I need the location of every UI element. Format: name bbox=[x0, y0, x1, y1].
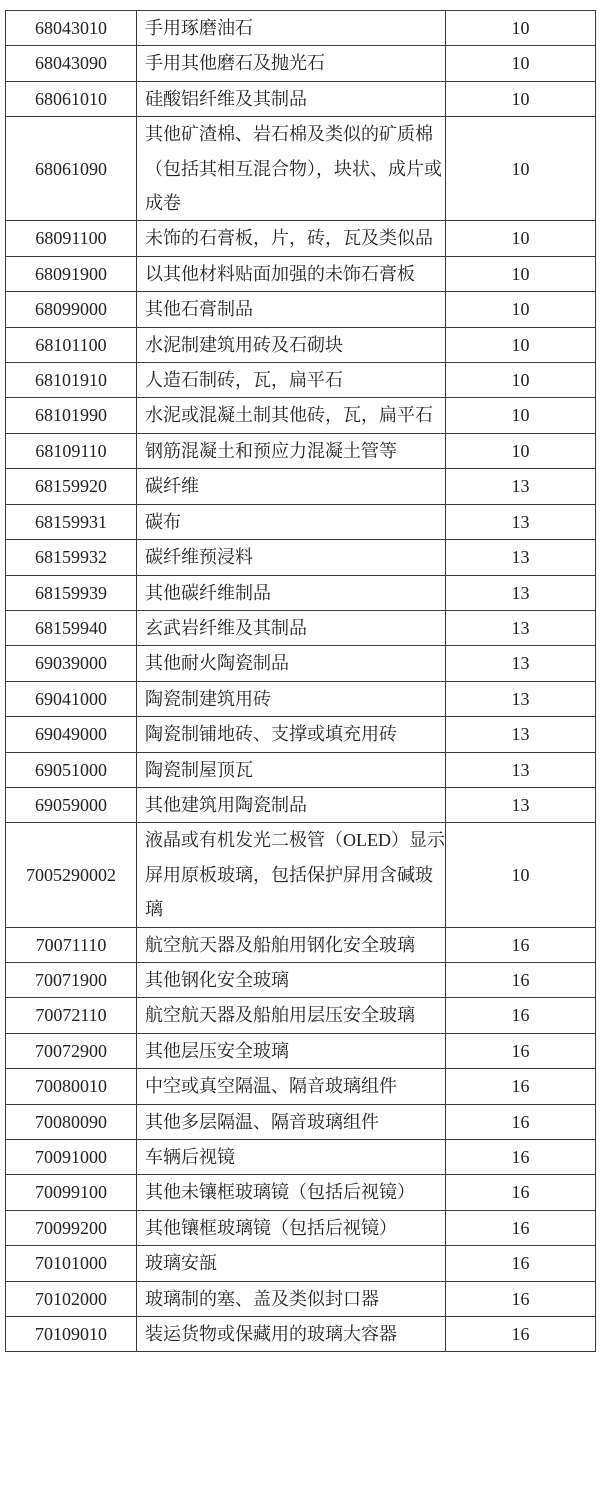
description-cell: 未饰的石膏板，片，砖，瓦及类似品 bbox=[137, 221, 446, 256]
rate-cell: 16 bbox=[446, 1069, 596, 1104]
code-cell: 68091100 bbox=[6, 221, 137, 256]
code-cell: 70071110 bbox=[6, 927, 137, 962]
rate-cell: 13 bbox=[446, 575, 596, 610]
description-cell: 陶瓷制屋顶瓦 bbox=[137, 752, 446, 787]
code-cell: 70072110 bbox=[6, 998, 137, 1033]
code-cell: 70099200 bbox=[6, 1210, 137, 1245]
table-row bbox=[6, 752, 596, 787]
table-row bbox=[6, 363, 596, 398]
rate-cell: 10 bbox=[446, 11, 596, 46]
description-cell: 以其他材料贴面加强的未饰石膏板 bbox=[137, 256, 446, 291]
table-row bbox=[6, 398, 596, 433]
description-cell: 其他耐火陶瓷制品 bbox=[137, 646, 446, 681]
code-cell: 69039000 bbox=[6, 646, 137, 681]
description-cell: 其他镶框玻璃镜（包括后视镜） bbox=[137, 1210, 446, 1245]
description-cell: 其他建筑用陶瓷制品 bbox=[137, 787, 446, 822]
rate-cell: 13 bbox=[446, 646, 596, 681]
code-cell: 69059000 bbox=[6, 787, 137, 822]
table-row bbox=[6, 1033, 596, 1068]
rate-cell: 13 bbox=[446, 540, 596, 575]
code-cell: 68101100 bbox=[6, 327, 137, 362]
rate-cell: 16 bbox=[446, 962, 596, 997]
description-cell: 碳布 bbox=[137, 504, 446, 539]
rate-cell: 13 bbox=[446, 752, 596, 787]
code-cell: 70101000 bbox=[6, 1246, 137, 1281]
code-cell: 70072900 bbox=[6, 1033, 137, 1068]
table-row bbox=[6, 433, 596, 468]
code-cell: 68091900 bbox=[6, 256, 137, 291]
description-cell: 水泥或混凝土制其他砖，瓦，扁平石 bbox=[137, 398, 446, 433]
code-cell: 68101910 bbox=[6, 363, 137, 398]
description-cell: 陶瓷制铺地砖、支撑或填充用砖 bbox=[137, 717, 446, 752]
table-row bbox=[6, 540, 596, 575]
code-cell: 7005290002 bbox=[6, 823, 137, 927]
rate-cell: 16 bbox=[446, 1140, 596, 1175]
rate-cell: 16 bbox=[446, 1104, 596, 1139]
code-cell: 70080090 bbox=[6, 1104, 137, 1139]
table-row bbox=[6, 11, 596, 46]
description-cell: 硅酸铝纤维及其制品 bbox=[137, 81, 446, 116]
description-cell: 航空航天器及船舶用钢化安全玻璃 bbox=[137, 927, 446, 962]
code-cell: 68043010 bbox=[6, 11, 137, 46]
table-row bbox=[6, 1246, 596, 1281]
code-cell: 70099100 bbox=[6, 1175, 137, 1210]
table-row bbox=[6, 117, 596, 221]
table-row bbox=[6, 1069, 596, 1104]
rate-cell: 16 bbox=[446, 1175, 596, 1210]
rate-cell: 10 bbox=[446, 398, 596, 433]
description-cell: 钢筋混凝土和预应力混凝土管等 bbox=[137, 433, 446, 468]
rate-cell: 10 bbox=[446, 256, 596, 291]
rate-cell: 16 bbox=[446, 927, 596, 962]
rate-cell: 10 bbox=[446, 46, 596, 81]
code-cell: 70080010 bbox=[6, 1069, 137, 1104]
code-cell: 68061090 bbox=[6, 117, 137, 221]
table-row bbox=[6, 681, 596, 716]
description-cell: 碳纤维预浸料 bbox=[137, 540, 446, 575]
description-cell: 玄武岩纤维及其制品 bbox=[137, 610, 446, 645]
description-cell: 其他石膏制品 bbox=[137, 292, 446, 327]
table-body bbox=[6, 11, 596, 1352]
description-cell: 手用琢磨油石 bbox=[137, 11, 446, 46]
table-row bbox=[6, 575, 596, 610]
table-row bbox=[6, 1210, 596, 1245]
tariff-table bbox=[5, 10, 596, 1352]
description-cell: 车辆后视镜 bbox=[137, 1140, 446, 1175]
rate-cell: 13 bbox=[446, 681, 596, 716]
rate-cell: 16 bbox=[446, 1033, 596, 1068]
table-row bbox=[6, 717, 596, 752]
rate-cell: 10 bbox=[446, 81, 596, 116]
rate-cell: 16 bbox=[446, 1210, 596, 1245]
code-cell: 69041000 bbox=[6, 681, 137, 716]
rate-cell: 10 bbox=[446, 327, 596, 362]
code-cell: 68099000 bbox=[6, 292, 137, 327]
table-row bbox=[6, 221, 596, 256]
code-cell: 70109010 bbox=[6, 1317, 137, 1352]
table-row bbox=[6, 998, 596, 1033]
table-row bbox=[6, 927, 596, 962]
description-cell: 其他层压安全玻璃 bbox=[137, 1033, 446, 1068]
table-row bbox=[6, 787, 596, 822]
table-row bbox=[6, 504, 596, 539]
table-row bbox=[6, 1104, 596, 1139]
rate-cell: 13 bbox=[446, 787, 596, 822]
description-cell: 其他未镶框玻璃镜（包括后视镜） bbox=[137, 1175, 446, 1210]
description-cell: 其他多层隔温、隔音玻璃组件 bbox=[137, 1104, 446, 1139]
table-row bbox=[6, 610, 596, 645]
table-row bbox=[6, 292, 596, 327]
description-cell: 中空或真空隔温、隔音玻璃组件 bbox=[137, 1069, 446, 1104]
rate-cell: 10 bbox=[446, 363, 596, 398]
code-cell: 68061010 bbox=[6, 81, 137, 116]
code-cell: 69049000 bbox=[6, 717, 137, 752]
code-cell: 68159920 bbox=[6, 469, 137, 504]
code-cell: 70102000 bbox=[6, 1281, 137, 1316]
code-cell: 69051000 bbox=[6, 752, 137, 787]
code-cell: 68159939 bbox=[6, 575, 137, 610]
rate-cell: 16 bbox=[446, 1246, 596, 1281]
table-row bbox=[6, 327, 596, 362]
rate-cell: 10 bbox=[446, 823, 596, 927]
rate-cell: 10 bbox=[446, 292, 596, 327]
description-cell: 陶瓷制建筑用砖 bbox=[137, 681, 446, 716]
code-cell: 68109110 bbox=[6, 433, 137, 468]
description-cell: 液晶或有机发光二极管（OLED）显示屏用原板玻璃，包括保护屏用含碱玻璃 bbox=[137, 823, 446, 927]
table-row bbox=[6, 962, 596, 997]
table-row bbox=[6, 1140, 596, 1175]
rate-cell: 10 bbox=[446, 221, 596, 256]
code-cell: 68043090 bbox=[6, 46, 137, 81]
code-cell: 70091000 bbox=[6, 1140, 137, 1175]
rate-cell: 16 bbox=[446, 1281, 596, 1316]
rate-cell: 10 bbox=[446, 117, 596, 221]
table-row bbox=[6, 1281, 596, 1316]
code-cell: 70071900 bbox=[6, 962, 137, 997]
rate-cell: 16 bbox=[446, 1317, 596, 1352]
description-cell: 其他钢化安全玻璃 bbox=[137, 962, 446, 997]
table-row bbox=[6, 646, 596, 681]
code-cell: 68159931 bbox=[6, 504, 137, 539]
rate-cell: 13 bbox=[446, 504, 596, 539]
table-row bbox=[6, 256, 596, 291]
table-row bbox=[6, 823, 596, 927]
rate-cell: 16 bbox=[446, 998, 596, 1033]
table-row bbox=[6, 1317, 596, 1352]
description-cell: 玻璃安瓿 bbox=[137, 1246, 446, 1281]
code-cell: 68159932 bbox=[6, 540, 137, 575]
rate-cell: 13 bbox=[446, 717, 596, 752]
table-row bbox=[6, 81, 596, 116]
table-row bbox=[6, 1175, 596, 1210]
code-cell: 68159940 bbox=[6, 610, 137, 645]
description-cell: 人造石制砖，瓦，扁平石 bbox=[137, 363, 446, 398]
description-cell: 碳纤维 bbox=[137, 469, 446, 504]
description-cell: 其他碳纤维制品 bbox=[137, 575, 446, 610]
code-cell: 68101990 bbox=[6, 398, 137, 433]
table-row bbox=[6, 469, 596, 504]
rate-cell: 13 bbox=[446, 610, 596, 645]
rate-cell: 10 bbox=[446, 433, 596, 468]
description-cell: 水泥制建筑用砖及石砌块 bbox=[137, 327, 446, 362]
description-cell: 手用其他磨石及抛光石 bbox=[137, 46, 446, 81]
description-cell: 装运货物或保藏用的玻璃大容器 bbox=[137, 1317, 446, 1352]
table-row bbox=[6, 46, 596, 81]
description-cell: 玻璃制的塞、盖及类似封口器 bbox=[137, 1281, 446, 1316]
rate-cell: 13 bbox=[446, 469, 596, 504]
description-cell: 其他矿渣棉、岩石棉及类似的矿质棉（包括其相互混合物），块状、成片或成卷 bbox=[137, 117, 446, 221]
description-cell: 航空航天器及船舶用层压安全玻璃 bbox=[137, 998, 446, 1033]
